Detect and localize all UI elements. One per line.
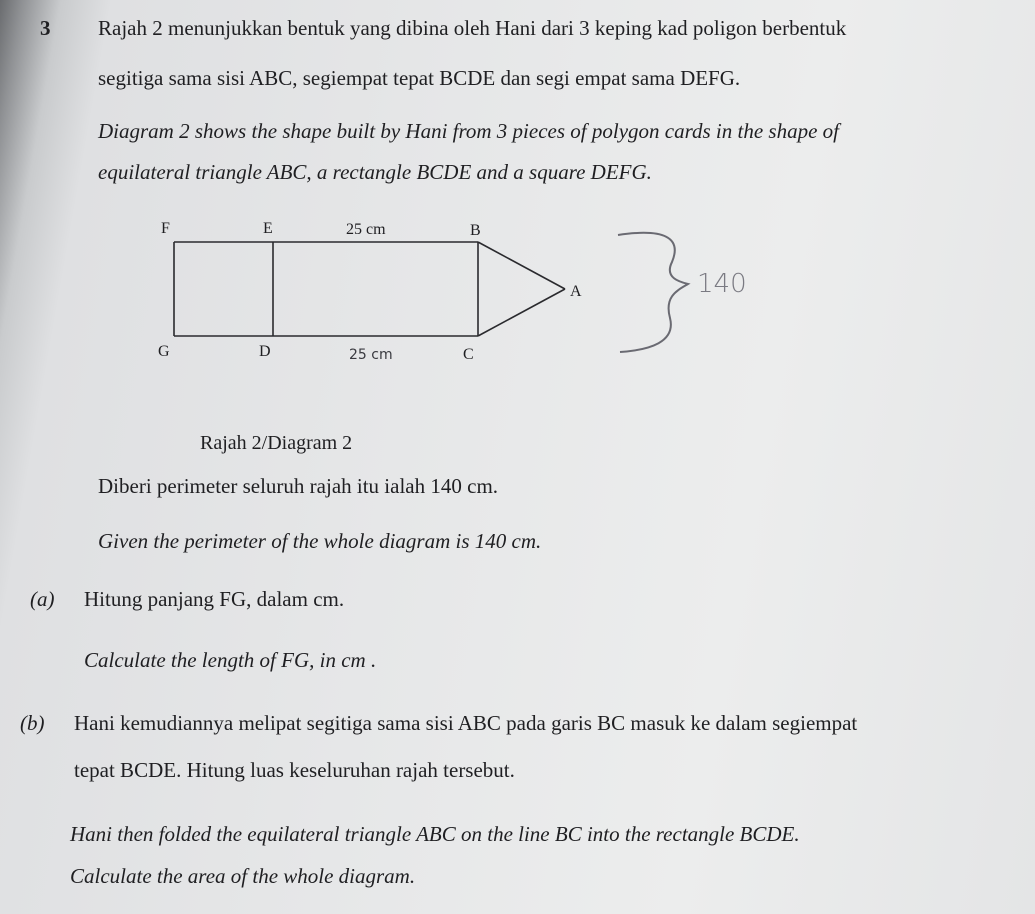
part-b-malay-line-2: tepat BCDE. Hitung luas keseluruhan rajah tersebut. (74, 758, 515, 782)
handwritten-note-140: 140 (697, 269, 747, 299)
given-english: Given the perimeter of the whole diagram is 140 cm. (98, 529, 542, 553)
label-f: F (161, 220, 170, 237)
edge-ac (478, 289, 565, 336)
intro-english-line-1: Diagram 2 shows the shape built by Hani from 3 pieces of polygon cards in the shape of (98, 119, 839, 143)
label-g: G (158, 343, 170, 360)
diagram-caption: Rajah 2/Diagram 2 (200, 432, 353, 454)
handwritten-brace (618, 233, 688, 352)
label-top-length: 25 cm (346, 221, 386, 238)
label-e: E (263, 220, 273, 237)
label-bottom-length-handwritten: 25 cm (349, 347, 393, 363)
intro-english-line-2: equilateral triangle ABC, a rectangle BCDE and a square DEFG. (98, 160, 652, 184)
part-b-label: (b) (20, 711, 45, 735)
part-b-english-line-2: Calculate the area of the whole diagram. (70, 864, 416, 888)
label-c: C (463, 346, 474, 363)
edge-ba (478, 242, 565, 289)
part-a-english: Calculate the length of FG, in cm . (84, 648, 377, 672)
label-b: B (470, 222, 481, 239)
part-a-malay: Hitung panjang FG, dalam cm. (84, 587, 345, 611)
question-number: 3 (40, 16, 51, 40)
intro-malay-line-1: Rajah 2 menunjukkan bentuk yang dibina oleh Hani dari 3 keping kad poligon berbentuk (98, 16, 847, 40)
label-d: D (259, 343, 271, 360)
given-malay: Diberi perimeter seluruh rajah itu ialah 140 cm. (98, 474, 499, 498)
label-a: A (570, 283, 582, 300)
part-a-label: (a) (30, 587, 55, 611)
part-b-malay-line-1: Hani kemudiannya melipat segitiga sama sisi ABC pada garis BC masuk ke dalam segiempat (74, 711, 858, 735)
intro-malay-line-2: segitiga sama sisi ABC, segiempat tepat BCDE dan segi empat sama DEFG. (98, 66, 741, 90)
part-b-english-line-1: Hani then folded the equilateral triangle ABC on the line BC into the rectangle BCDE. (70, 822, 800, 846)
